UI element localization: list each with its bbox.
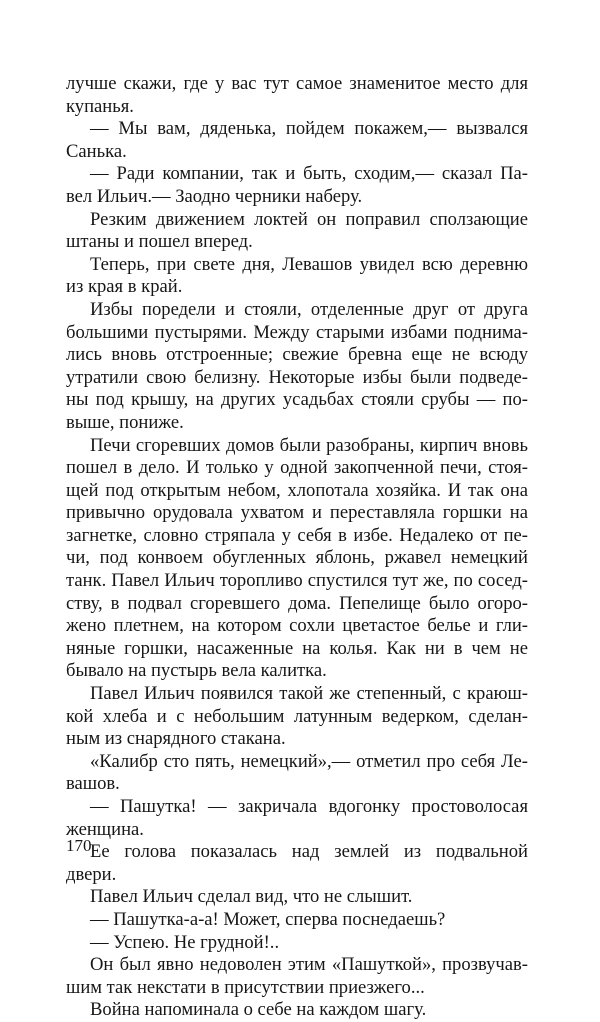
text-line: Война напоминала о себе на каждом шагу. <box>90 999 427 1021</box>
text-line: бывало на пустырь вела калитка. <box>66 660 327 682</box>
text-line: ным из снарядного стакана. <box>66 728 286 750</box>
text-line: Избы поредели и стояли, отделенные друг от друга <box>90 298 528 320</box>
text-line: утратили свою белизну. Некоторые избы были подведе- <box>66 366 528 388</box>
text-line: чи, под конвоем обугленных яблонь, ржавел немецкий <box>66 547 528 569</box>
text-line: ны под крышу, на других усадьбах стояли срубы — по- <box>66 389 528 411</box>
text-line: Теперь, при свете дня, Левашов увидел всю деревню <box>90 253 528 275</box>
text-line: «Калибр сто пять, немецкий»,— отметил про себя Ле- <box>90 750 528 772</box>
text-line: лись вновь отстроенные; свежие бревна еще не всюду <box>66 344 528 366</box>
text-line: вашов. <box>66 773 120 795</box>
text-line: — Пашутка-а-а! Может, сперва поснедаешь? <box>90 908 446 930</box>
text-line: няные горшки, насаженные на колья. Как ни в чем не <box>66 637 528 659</box>
text-line: — Успею. Не грудной!.. <box>90 931 280 953</box>
body-text <box>66 73 528 1022</box>
text-line: двери. <box>66 863 117 885</box>
text-line: — Мы вам, дяденька, пойдем покажем,— вызвался <box>90 118 528 140</box>
text-line: щей под открытым небом, хлопотала хозяйка. И так она <box>66 479 528 501</box>
text-line: загнетке, словно стряпала у себя в избе. Недалеко от пе- <box>66 524 528 546</box>
text-line: Он был явно недоволен этим «Пашуткой», прозвучав- <box>90 954 528 976</box>
text-line: танк. Павел Ильич торопливо спустился тут же, по сосед- <box>66 570 528 592</box>
text-line: Павел Ильич сделал вид, что не слышит. <box>90 886 413 908</box>
text-line: кой хлеба и с небольшим латунным ведерком, сделан- <box>66 705 528 727</box>
text-line: из края в край. <box>66 276 183 298</box>
text-line: шим так некстати в присутствии приезжего... <box>66 976 425 998</box>
text-line: Санька. <box>66 140 127 162</box>
text-line: лучше скажи, где у вас тут самое знаменитое место для <box>66 73 528 94</box>
text-line: большими пустырями. Между старыми избами поднима- <box>66 321 528 343</box>
text-line: штаны и пошел вперед. <box>66 231 253 253</box>
text-line: жено плетнем, на котором сохли цветастое белье и гли- <box>66 615 528 637</box>
text-line: ству, в подвал сгоревшего дома. Пепелище было огоро- <box>66 592 528 614</box>
text-line: вел Ильич.— Заодно черники наберу. <box>66 185 363 207</box>
text-line: — Пашутка! — закричала вдогонку простоволосая <box>90 796 528 817</box>
text-line: Печи сгоревших домов были разобраны, кирпич вновь <box>90 434 528 456</box>
text-line: женщина. <box>66 818 144 840</box>
page-number: 170 <box>66 836 92 855</box>
text-line: Резким движением локтей он поправил сползающие <box>90 208 528 230</box>
text-line: купанья. <box>66 95 134 117</box>
text-line: — Ради компании, так и быть, сходим,— сказал Па- <box>90 163 528 185</box>
text-line: Ее голова показалась над землей из подвальной <box>90 841 528 863</box>
text-line: пошел в дело. И только у одной закопченной печи, стоя- <box>66 457 528 479</box>
text-line: выше, пониже. <box>66 411 184 433</box>
text-line: Павел Ильич появился такой же степенный, с краюш- <box>90 683 528 705</box>
text-line: привычно орудовала ухватом и переставляла горшки на <box>66 502 528 524</box>
